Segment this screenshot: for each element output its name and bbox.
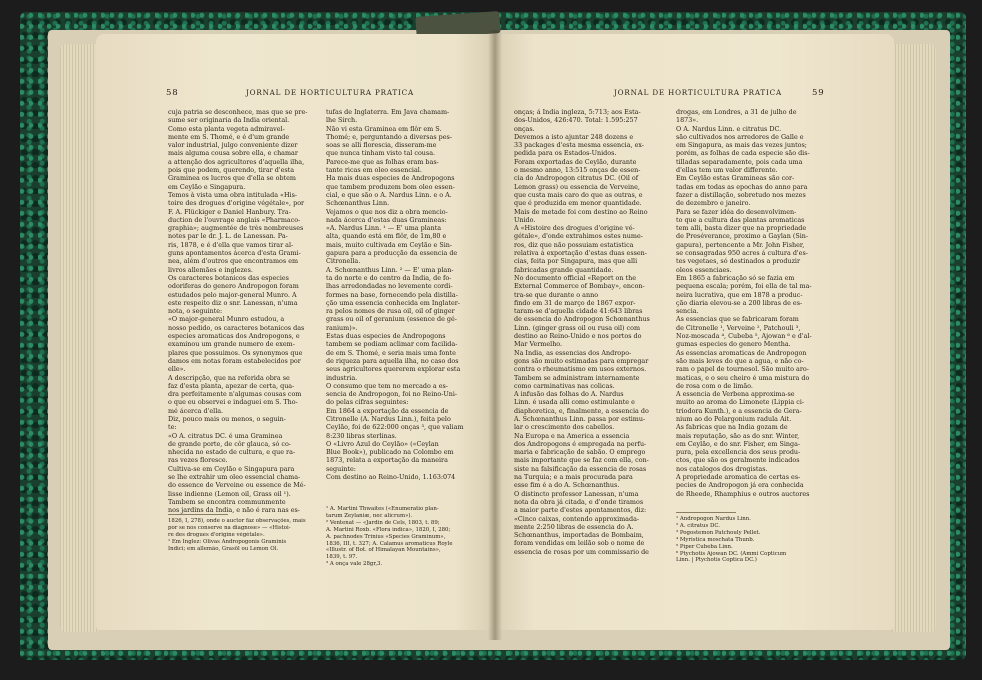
text-line: em Singapura, as mais das vezes juntos; [676,141,807,150]
text-line: formes na base, fornecendo pela distilla- [326,290,458,299]
text-line: são cultivados nos arredores de Galle e [676,132,804,141]
text-line: destino ao Reino-Unido e nos portos do [514,332,642,341]
text-line: pois que podem, querendo, tirar d'esta [168,166,295,175]
text-line: que é produzida em menor quantidade. [514,199,642,208]
text-line: drogas, em Londres, a 31 de julho de [676,108,797,116]
footnote-line: ¹ A. Martini Thwaites («Enumeratio plan- [326,506,439,512]
text-line: 1873, relata a exportação da maneira [326,456,448,465]
text-line: lar o crescimento dos cabellos. [514,423,615,432]
text-line: Linn. (ginger grass oil ou rusa oil) com [514,323,641,332]
text-line: que custa mais caro do que as outras, e [514,190,643,199]
text-line: Ceylão, foi de 622:000 onças ³, que valiam [326,423,464,432]
text-line: neira lucrativa, que em 1878 a produc- [676,290,803,299]
text-line: ra pelos nomes de rusa oil, oil of ginger [326,307,455,316]
footnote-line: «Illustr. of Bot. of Himalayan Mountains», [326,547,441,554]
text-line: muito ao aroma do Limonete (Lippia ci- [676,398,805,407]
text-line: ros, diz que não possuiam estatistica [514,240,634,249]
text-line: porém, as folhas de cada especie são dis- [676,149,810,158]
text-line: tambem se podiam aclimar com facilida- [326,340,458,349]
text-line: tante ricas em oleo essencial. [326,166,422,175]
text-line: soas se alli floresciа, disseram-me [326,141,437,150]
text-line: nada ácerca d'estas duas Gramineas: [326,215,447,224]
footnote-line: 1826, I, 278), onde o auctor faz observações, mais [168,518,306,524]
text-line: de em S. Thomé, e seria mais uma fonte [326,348,456,357]
text-line: A «Histoire des drogues d'origine vé- [514,224,635,233]
text-line: nos jardins da India, e não é rara nas es- [168,506,300,515]
text-line: damos em notas foram estabelecidos por [168,356,301,365]
text-line: Vejamos o que nos diz a obra mencio- [326,207,448,216]
text-line: guns apontamentos ácerca d'esta Grami- [168,249,301,258]
text-line: notes par le dr. J. L. de Lanessan. Pa- [168,232,288,241]
text-line: mé ácerca d'ella. [168,406,224,415]
text-line: fabricadas grande quantidade. [514,265,614,274]
text-line: mais, muito cultivada em Ceylão e Sin- [326,240,453,249]
text-line: plares que possuimos. Os synonymos que [168,348,303,357]
text-line: de dezembro e janeiro. [676,199,751,208]
text-line: A. Schœnanthus Linn. passa por estimu- [514,414,646,423]
left-page-number: 58 [166,88,179,98]
text-line: tra-se que durante o anno [514,290,599,299]
text-line: 33 packages d'esta mesma essencia, ex- [514,141,645,150]
text-line: foram vendidas em leilão sob o nome de [514,539,645,548]
left-column-2 [326,108,472,481]
text-line: de Citronelle ¹, Verveine ², Patchouli ³, [676,323,801,332]
text-line: gapura), pertencente a Mr. John Fisher, [676,240,805,249]
text-line: «A. Nardus Linn. ¹ — E' uma planta [326,224,442,233]
text-line: que nunca tinham visto tal cousa. [326,149,436,158]
text-line: Citronelle (A. Nardus Linn.), feita pelo [326,414,451,423]
text-line: Na India, as essencias dos Andropo- [514,348,632,357]
footnote-line: ⁴ Myristica moschata Thunb. [676,536,755,543]
text-line: estudados pelo major-general Munro. A [168,290,297,299]
text-line: Linn. é usada alli como estimulante e [514,398,635,407]
text-line: essencia de rosas por um commissario de [514,547,649,556]
text-line: oleos essenciaes. [676,265,732,274]
text-line: tufas de Inglaterra. Em Java chamam- [326,108,450,116]
text-line: elle». [168,365,186,374]
text-line: de essencia do Andropogon Schœnanthus [514,315,650,324]
text-line: Thomé; e, perguntando a diversas pes- [326,132,452,141]
text-line: de Rheede, Rhamphius e outros auctores [676,489,810,498]
text-line: este respeito diz o snr. Lanessan, n'uma [168,298,298,307]
text-line: External Commerce of Bombay», encon- [514,282,645,291]
text-line: lhe Sirch. [326,116,358,125]
text-line: graphia»; augmentée de très nombreuses [168,224,304,233]
text-line: na Turquia; e a mais procurada para [514,473,633,482]
text-line: ção diaria elevou-se a 200 libras de es- [676,298,803,307]
text-line: em Ceylão, e do snr. Fisher, em Singa- [676,439,801,448]
text-line: pequena escala; porém, foi ella de tal ma- [676,282,812,291]
text-line: nos catalogos dos drogistas. [676,464,768,473]
text-line: d'ellas tem um valor differente. [676,166,778,175]
text-line: taram-se d'aquella cidade 41:643 libras [514,307,643,316]
text-line: O «Livro Azul do Ceylão» («Ceylan [326,439,439,448]
left-footnotes-col2 [326,506,472,568]
text-line: de rosa com o de limão. [676,381,753,390]
text-line: sencia de Andropogon, foi no Reino-Uni- [326,390,458,399]
text-line: do essence de Verveine ou essence de Mé- [168,481,306,490]
text-line: esse fim é a do A. Schœnanthus. [514,481,620,490]
text-line: onças; á India ingleza, 5:713; aos Esta- [514,108,641,116]
right-column-2 [676,108,822,498]
left-footnote-rule [168,514,228,515]
text-line: A descripção, que na referida obra se [168,373,290,382]
text-line: Noz-moscada ⁴, Cubeba ⁵, Ajowan ⁶ e d'al- [676,332,812,341]
text-line: sencia. [676,307,699,316]
text-line: são mais leves do que a agua, e não co- [676,356,804,365]
text-line: nota, o seguinte: [168,307,223,316]
text-line: Mais de metade foi com destino ao Reino [514,207,648,216]
text-line: ris, 1878, e é d'ella que vamos tirar al- [168,240,294,249]
footnote-line: A. pachnodes Trinius «Species Graminum», [326,533,446,540]
text-line: lhas arredondadas no levemente cordi- [326,282,453,291]
text-line: relativa á exportação d'estas duas essen- [514,249,647,258]
text-line: A infusão das folhas do A. Nardus [514,390,624,399]
text-line: A. Schœnanthus Linn. ² — E' uma plan- [326,265,454,274]
footnote-line: re des drogues d'origine végétale». [168,531,265,538]
text-line: diaphoretica, e, finalmente, a essencia do [514,406,649,415]
left-page [96,34,494,630]
text-line: nhecida no estado de cultura, e que ra- [168,448,296,457]
left-column-1 [168,108,316,515]
text-line: pura, pela excellencia dos seus produ- [676,448,801,457]
text-line: gétale», d'onde extrahimos estes nume- [514,232,643,241]
text-line: dra perfeitamente n'algumas cousas com [168,390,302,399]
text-line: alta, quando está em flôr, de 1m,80 e [326,232,447,241]
text-line: nota da obra já citada, e d'onde tiramos [514,497,644,506]
text-line: do pelas cifras seguintes: [326,398,409,407]
text-line: ram o papel de tournesol. São muito aro- [676,365,809,374]
text-line: livros allemães e inglezes. [168,265,253,274]
text-line: a maior parte d'estes apontamentos, diz: [514,506,647,515]
text-line: pedida para os Estados-Unidos. [514,149,617,158]
text-line: Blue Book»), publicado na Colombo em [326,448,454,457]
right-footnotes [676,516,822,564]
text-line: mais alguma cousa sobre ella, e chamar [168,149,298,158]
text-line: de riqueza para aquella ilha, no caso dos [326,356,459,365]
text-line: maticas, e o seu cheiro é uma mistura do [676,373,810,382]
text-line: te: [168,423,177,432]
text-line: contra o rheumatismo em usos externos. [514,365,647,374]
text-line: triodora Kunth.), e a essencia de Gera- [676,406,802,415]
text-line: lisse indienne (Lemon oil, Grass oil ¹). [168,489,291,498]
text-line: mente 2:250 libras de essencia do A. [514,522,634,531]
text-line: ta do norte e do centro da India, de fo- [326,273,452,282]
footnote-line: ³ Pogostemon Patchouly Pellet. [676,529,761,536]
text-line: tem alli, basta dizer que na propriedade [676,224,807,233]
text-line: cia do Andropogon citratus DC. (Oil of [514,174,639,183]
text-line: Diz, pouco mais ou menos, o seguin- [168,414,286,423]
text-line: industria. [326,373,358,382]
text-line: dos-Unidos, 426:470. Total: 1.595:257 [514,116,638,125]
right-page-number: 59 [812,88,825,98]
text-line: Estas duas especies de Andropogons [326,332,446,341]
text-line: nium ao do Pelargonium radula Ait. [676,414,792,423]
text-line: que tambem produzem bom oleo essen- [326,182,455,191]
text-line: Como esta planta vegeta admiravel- [168,124,285,133]
footnote-line: Indici; em allemão, Grasöl ou Lemon Öl. [168,545,279,552]
text-line: nosso pedido, os caracteres botanicos das [168,323,305,332]
text-line: gapura para a producção da essencia de [326,249,458,258]
text-line: em Ceylão e Singapura. [168,182,246,191]
text-line: Os caracteres botanicos das especies [168,273,289,282]
text-line: Parece-me que as folhas eram bas- [326,157,439,166]
text-line: A propriedade aromatica de certas es- [676,473,801,482]
text-line: fazer a distillação, sobretudo nos mezes [676,190,806,199]
text-line: Foram exportadas de Ceylão, durante [514,157,637,166]
text-line: Com destino ao Reino-Unido, 1.163:074 [326,473,456,482]
text-line: «Cinco caixas, contendo approximada- [514,514,640,523]
footnote-line: ⁶ Ptychotis Ajowan DC. (Ammi Copticum [676,550,787,557]
text-line: 8:230 libras sterlinas. [326,431,397,440]
text-line: F. A. Flückiger e Daniel Hanbury. Tra- [168,207,291,216]
text-line: No documento official «Report on the [514,273,637,282]
text-line: valor industrial, julgo conveniente dizer [168,141,298,150]
text-line: a attenção dos agricultores d'aquella ilha, [168,157,305,166]
text-line: Mar Vermelho. [514,340,563,349]
text-line: toire des drogues d'origine végétale», por [168,199,305,208]
text-line: gons são muito estimadas para empregar [514,356,649,365]
text-line: Em Ceylão estas Gramineas são cor- [676,174,795,183]
footnote-line: A. Martini Roxb. «Flora indica», 1820, I, 280; [326,526,451,533]
text-line: Tambem se encontra communmente [168,497,286,506]
text-line: sume ser originaria da India oriental. [168,116,290,125]
text-line: «O major-general Munro estudou, a [168,315,285,324]
footnote-line: ² A. citratus DC. [676,522,720,529]
text-line: especies aromaticas dos Andropogons, e [168,332,300,341]
text-line: Em 1865 a fabricação só se fazia em [676,273,795,282]
text-line: A essencia de Verbena approxima-se [676,390,795,399]
text-line: faz d'esta planta, apezar de certa, qua- [168,381,295,390]
text-line: ctos, que são os geralmente indicados [676,456,800,465]
footnote-line: ¹ Em Inglez: Olivas Andropogonis Graminis [168,538,287,545]
text-line: ras vezes floresce. [168,456,228,465]
text-line: Para se fazer idéa do desenvolvimen- [676,207,797,216]
text-line: As essencias aromaticas de Andropogon [676,348,807,357]
footnote-line: 1839, t. 97. [326,554,358,561]
text-line: 1873». [676,116,699,125]
footnote-line: 1836, III, t. 327; A. Calamus aromaticus Royle [326,540,453,547]
right-page-edges [892,44,936,632]
right-footnote-rule [676,512,736,513]
text-line: Lemon grass) ou essencia de Verveine, [514,182,640,191]
footnote-line: ¹ Andropogon Nardus Linn. [676,516,751,522]
text-line: gumas especies do genero Mentha. [676,340,791,349]
text-line: O distincto professor Lanessan, n'uma [514,489,639,498]
text-line: Ha mais duas especies de Andropogons [326,174,455,183]
text-line: tadas em todas as epochas do anno para [676,182,808,191]
text-line: findo em 31 de março de 1867 expor- [514,298,636,307]
text-line: onças. [514,124,535,133]
text-line: O A. Nardus Linn. e citratus DC. [676,124,782,133]
footnote-line: Linn. | Ptychotis Coptica DC.) [676,557,757,564]
left-running-head: JORNAL DE HORTICULTURA PRATICA [246,88,414,97]
text-line: Unido. [514,215,536,224]
text-line: seus agricultores quererem explorar esta [326,365,461,374]
text-line: se consagradas 950 acres á cultura d'es- [676,249,808,258]
text-line: se lhe extrahir um oleo essencial chama- [168,473,301,482]
text-line: seguinte: [326,464,356,473]
text-line: mais importante que se faz com ella, con- [514,456,649,465]
text-line: Graminea os lucros que d'ella se obtem [168,174,296,183]
text-line: examinou um grande numero de exem- [168,340,295,349]
text-line: odoriferas do genero Andropogon foram [168,282,299,291]
text-line: maria e fabricação de sabão. O emprego [514,448,646,457]
text-line: mente em S. Thomé, e é d'um grande [168,132,290,141]
text-line: Na Europa e na America a essencia [514,431,630,440]
text-line: Tambem se administram internamente [514,373,640,382]
text-line: nea, além d'outros que encontramos em [168,257,299,266]
text-line: mais reputação, são as do snr. Winter, [676,431,800,440]
text-line: o que eu observei e indaguei em S. Tho- [168,398,298,407]
footnote-line: ² Ventenat — «Jardin de Cels, 1803, t. 89; [326,519,440,526]
text-line: ranium)». [326,323,358,332]
text-line: tes vegetaes, só destinados a produzir [676,257,801,266]
text-line: Schœnanthus, importadas de Bombaim, [514,531,644,540]
text-line: cias, feita por Singapura, mas que alli [514,257,638,266]
text-line: to que a cultura das plantas aromaticas [676,215,805,224]
text-line: grass ou oil of geranium (essence de gé- [326,315,457,324]
right-running-head: JORNAL DE HORTICULTURA PRATICA [614,88,782,97]
right-page [494,34,894,630]
text-line: Não vi esta Graminea em flôr em S. [326,124,442,133]
footnote-line: ³ A onça vale 28gr,3. [326,561,383,568]
left-footnotes-col1 [168,518,316,553]
text-line: O consumo que tem no mercado a es- [326,381,448,390]
text-line: Schœnanthus Linn. [326,199,390,208]
text-line: o mesmo anno, 13:515 onças de essen- [514,166,641,175]
footnote-line: por se nos conserve na diagnose» — «Histoi- [168,524,291,531]
book-gutter [488,30,502,640]
text-line: Cultiva-se em Ceylão e Singapura para [168,464,295,473]
text-line: Devemos a isto ajuntar 248 dozens e [514,132,634,141]
text-line: cuja patria se desconhece, mas que se pre- [168,108,308,116]
text-line: cial, e que são o A. Nardus Linn. e o A. [326,190,452,199]
text-line: pecies de Andropogon já era conhecida [676,481,804,490]
text-line: As fabricas que na India gozam de [676,423,788,432]
text-line: «O A. citratus DC. é uma Graminea [168,431,283,440]
footnote-line: tarum Zeylaniæ, nec alicrum»). [326,512,413,519]
text-line: dos Andropogons é empregada na perfu- [514,439,647,448]
text-line: Temos à vista uma obra intitulada «His- [168,190,298,199]
text-line: tilladas separadamente, pois cada uma [676,157,803,166]
left-page-edges [60,44,98,632]
text-line: ção uma essencia conhecida em Inglater- [326,298,461,307]
text-line: Citronella. [326,257,361,266]
right-column-1 [514,108,666,556]
footnote-line: ⁵ Piper Cubeba Linn. [676,543,733,550]
text-line: de grande porte, de côr glauca, só co- [168,439,291,448]
text-line: As essencias que se fabricaram foram [676,315,799,324]
text-line: duction de l'ouvrage anglais «Pharmaco- [168,215,301,224]
text-line: siste na falsificação da essencia de rosas [514,464,647,473]
text-line: como carminativas nas colicas. [514,381,615,390]
text-line: de Preséverance, proximo a Gaylan (Sin- [676,232,809,241]
text-line: Em 1864 a exportação da essencia de [326,406,449,415]
